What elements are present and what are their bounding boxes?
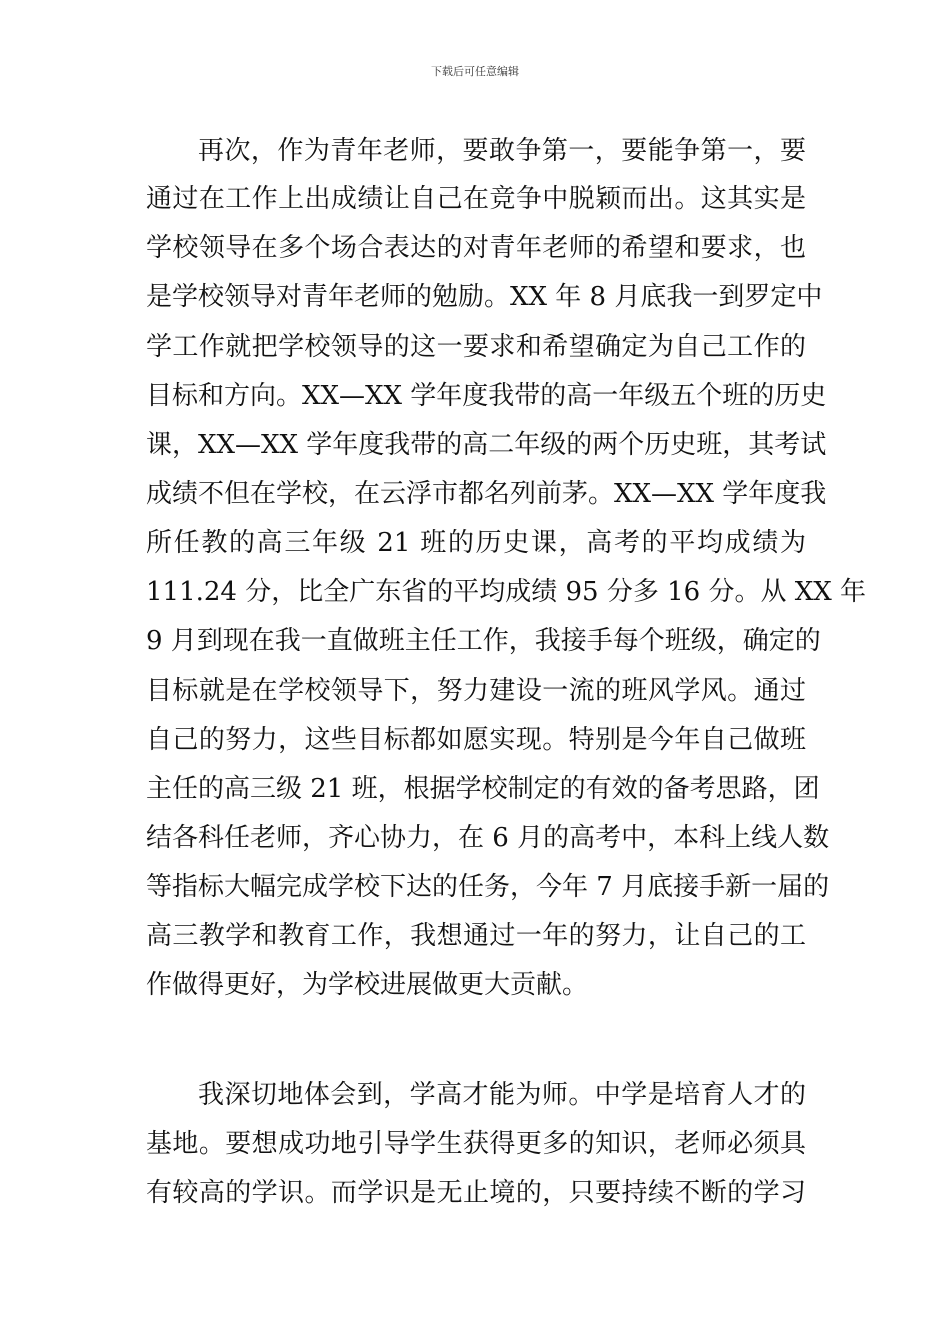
text-line: 学校领导在多个场合表达的对青年老师的希望和要求，也 <box>146 233 806 263</box>
text-line: 自己的努力，这些目标都如愿实现。特别是今年自己做班 <box>146 725 806 755</box>
page-header: 下载后可任意编辑 <box>431 65 519 78</box>
text-line: 再次，作为青年老师，要敢争第一，要能争第一，要 <box>198 136 806 166</box>
text-line: 111.24 分，比全广东省的平均成绩 95 分多 16 分。从 XX 年 <box>146 577 867 607</box>
text-line: 9 月到现在我一直做班主任工作，我接手每个班级，确定的 <box>146 626 821 656</box>
text-line: 目标和方向。XX—XX 学年度我带的高一年级五个班的历史 <box>146 381 827 411</box>
text-line: 有较高的学识。而学识是无止境的，只要持续不断的学习 <box>146 1178 806 1208</box>
text-line: 学工作就把学校领导的这一要求和希望确定为自己工作的 <box>146 332 806 362</box>
text-line: 通过在工作上出成绩让自己在竞争中脱颖而出。这其实是 <box>146 184 806 214</box>
text-line: 等指标大幅完成学校下达的任务，今年 7 月底接手新一届的 <box>146 872 830 902</box>
text-line: 作做得更好，为学校进展做更大贡献。 <box>146 970 589 1000</box>
text-line: 我深切地体会到，学高才能为师。中学是培育人才的 <box>198 1080 806 1110</box>
text-line: 目标就是在学校领导下，努力建设一流的班风学风。通过 <box>146 676 806 706</box>
text-line: 所任教的高三年级 21 班的历史课，高考的平均成绩为 <box>146 528 806 558</box>
text-line: 成绩不但在学校，在云浮市都名列前茅。XX—XX 学年度我 <box>146 479 827 509</box>
text-line: 结各科任老师，齐心协力，在 6 月的高考中，本科上线人数 <box>146 823 830 853</box>
text-line: 是学校领导对青年老师的勉励。XX 年 8 月底我一到罗定中 <box>146 282 823 312</box>
text-line: 高三教学和教育工作，我想通过一年的努力，让自己的工 <box>146 921 806 951</box>
text-line: 主任的高三级 21 班，根据学校制定的有效的备考思路，团 <box>146 774 820 804</box>
text-line: 基地。要想成功地引导学生获得更多的知识，老师必须具 <box>146 1129 806 1159</box>
text-line: 课，XX—XX 学年度我带的高二年级的两个历史班，其考试 <box>146 430 827 460</box>
